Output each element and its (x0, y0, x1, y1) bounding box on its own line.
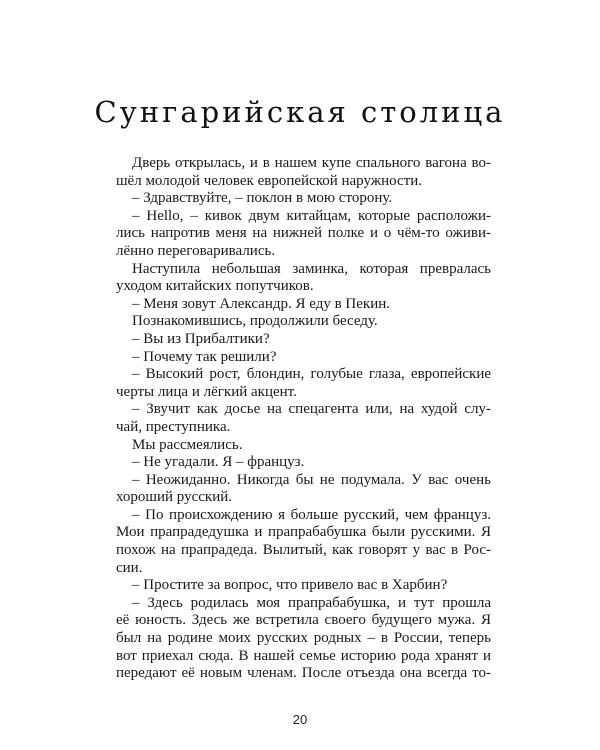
text-line: – Здесь родилась моя прапрабабушка, и тут прошла (132, 594, 491, 611)
text-line: – Неожиданно. Никогда бы не подумала. У вас очень (132, 471, 491, 488)
text-line: – Не угадали. Я – француз. (132, 454, 305, 471)
text-line: Мои прапрадедушка и прапрабабушка были русскими. Я (116, 524, 491, 541)
text-line: – Вы из Прибалтики? (132, 330, 270, 347)
text-line: – Простите за вопрос, что привело вас в Харбин? (132, 577, 448, 594)
text-line: похож на прапрадеда. Вылитый, как говорят у вас в Рос- (116, 542, 491, 559)
text-line: – Здравствуйте, – поклон в мою сторону. (132, 190, 393, 207)
text-line: – По происхождению я больше русский, чем француз. (132, 506, 491, 523)
text-line: – Hello, – кивок двум китайцам, которые расположи- (132, 207, 491, 224)
text-line: – Звучит как досье на спецагента или, на худой слу- (132, 401, 491, 418)
text-line: лённо переговаривались. (116, 242, 276, 259)
text-line: был на родине моих русских родных – в России, теперь (116, 630, 491, 647)
body-text (116, 155, 491, 683)
text-line: Наступила небольшая заминка, которая превралась (132, 260, 491, 277)
text-line: – Почему так решили? (132, 348, 277, 365)
text-line: лись напротив меня на нижней полке и о чём-то оживи- (116, 225, 491, 242)
text-line: шёл молодой человек европейской наружности. (116, 172, 423, 189)
text-line: сии. (116, 559, 143, 576)
text-line: – Высокий рост, блондин, голубые глаза, европейские (132, 366, 491, 383)
text-line: вот приехал сюда. В нашей семье историю рода хранят и (116, 647, 491, 664)
text-line: – Меня зовут Александр. Я еду в Пекин. (132, 295, 390, 312)
text-line: Дверь открылась, и в нашем купе спального вагона во- (132, 155, 491, 171)
text-line: её юность. Здесь же встретила своего будущего мужа. Я (116, 612, 491, 629)
text-line: чай, преступника. (116, 418, 231, 435)
chapter-title: Сунгарийская столица (94, 95, 506, 129)
text-line: уходом китайских попутчиков. (116, 278, 314, 295)
text-line: черты лица и лёгкий акцент. (116, 383, 297, 400)
page-number: 20 (292, 712, 308, 727)
text-line: хороший русский. (116, 489, 232, 506)
text-line: передают её новым членам. После отъезда она всегда то- (116, 665, 491, 682)
text-line: Познакомившись, продолжили беседу. (132, 313, 378, 330)
text-line: Мы рассмеялись. (132, 436, 243, 453)
